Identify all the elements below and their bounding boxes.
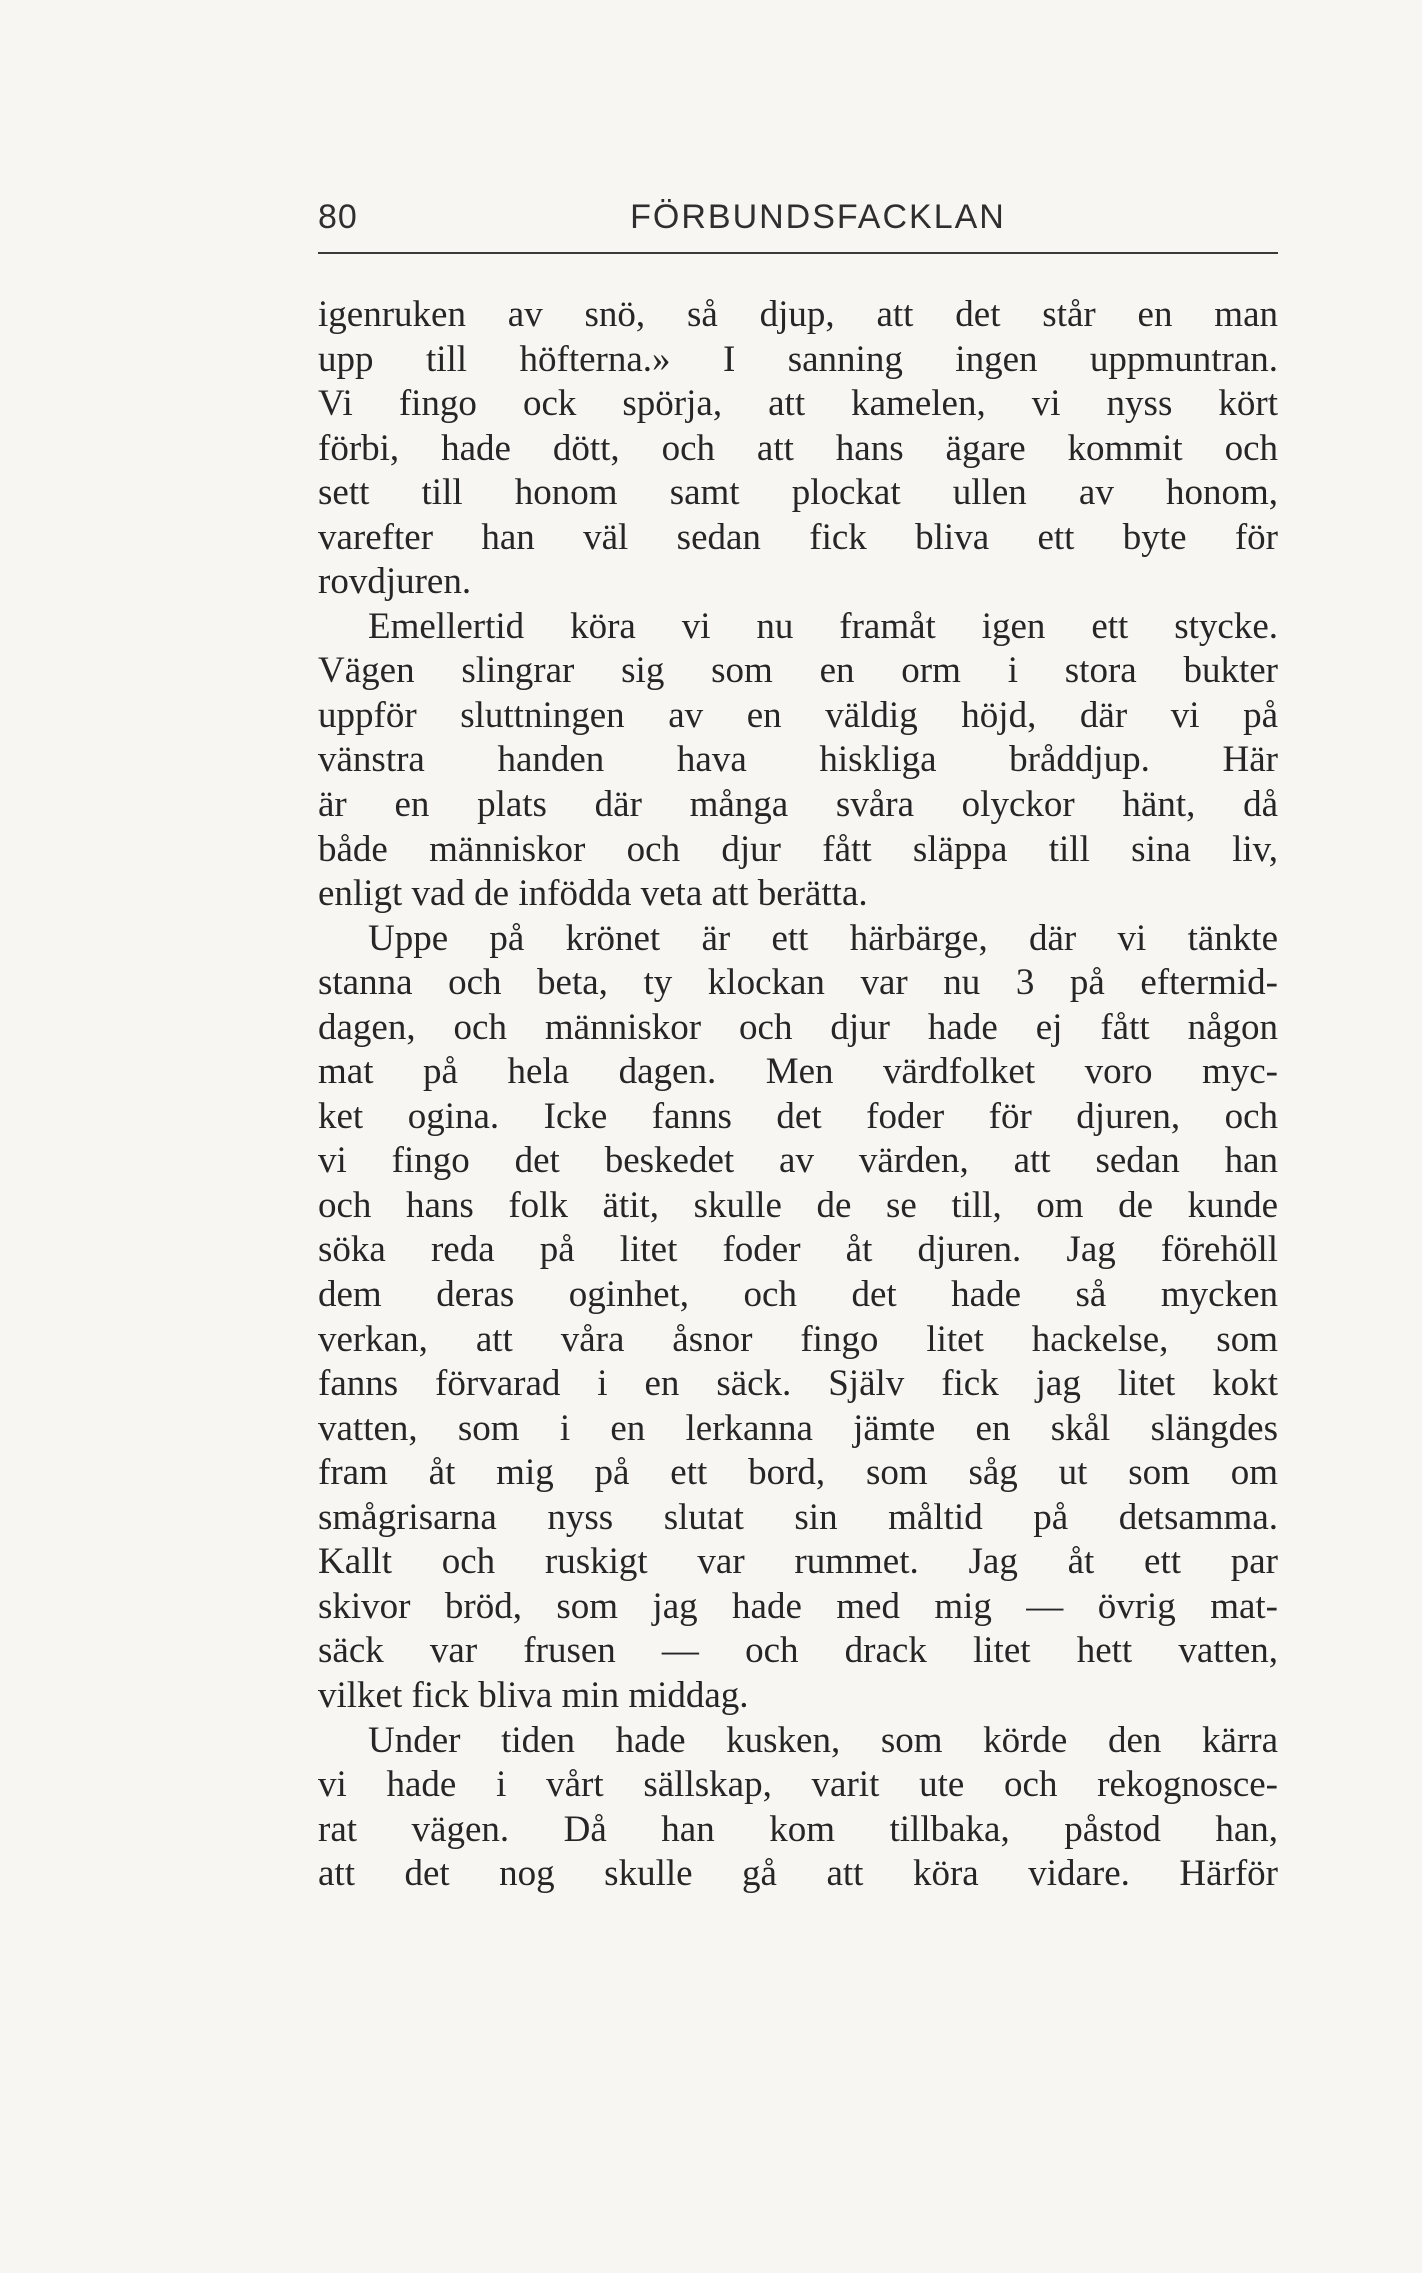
text-line: är en plats där många svåra olyckor hänt, då xyxy=(318,784,1278,826)
page-number: 80 xyxy=(318,198,358,236)
header-rule xyxy=(318,252,1278,254)
text-line: verkan, att våra åsnor fingo litet hackelse, som xyxy=(318,1318,1278,1360)
text-line: vatten, som i en lerkanna jämte en skål slängdes xyxy=(318,1407,1278,1449)
text-line: att det nog skulle gå att köra vidare. Härför xyxy=(318,1853,1278,1895)
text-line: enligt vad de infödda veta att berätta. xyxy=(318,873,868,915)
text-line: mat på hela dagen. Men värdfolket voro myc- xyxy=(318,1051,1278,1093)
text-line: fanns förvarad i en säck. Själv fick jag litet kokt xyxy=(318,1363,1278,1405)
text-line: vilket fick bliva min middag. xyxy=(318,1674,749,1716)
text-line: ket ogina. Icke fanns det foder för djuren, och xyxy=(318,1095,1278,1137)
text-line: Vägen slingrar sig som en orm i stora bukter xyxy=(318,650,1278,692)
text-line: Vi fingo ock spörja, att kamelen, vi nyss kört xyxy=(318,383,1278,425)
text-line: vi hade i vårt sällskap, varit ute och rekognosce- xyxy=(318,1764,1278,1806)
text-line: rovdjuren. xyxy=(318,561,472,603)
text-line: Uppe på krönet är ett härbärge, där vi tänkte xyxy=(368,917,1278,959)
text-line: förbi, hade dött, och att hans ägare kommit och xyxy=(318,427,1278,469)
text-line: igenruken av snö, så djup, att det står en man xyxy=(318,294,1278,335)
text-line: vi fingo det beskedet av värden, att sedan han xyxy=(318,1140,1278,1182)
text-line: rat vägen. Då han kom tillbaka, påstod han, xyxy=(318,1808,1278,1850)
running-title: FÖRBUNDSFACKLAN xyxy=(630,198,1006,236)
text-line: fram åt mig på ett bord, som såg ut som om xyxy=(318,1452,1278,1494)
text-line: och hans folk ätit, skulle de se till, om de kunde xyxy=(318,1184,1278,1226)
text-line: Kallt och ruskigt var rummet. Jag åt ett par xyxy=(318,1541,1278,1583)
text-line: stanna och beta, ty klockan var nu 3 på eftermid- xyxy=(318,962,1278,1004)
text-line: uppför sluttningen av en väldig höjd, där vi på xyxy=(318,694,1278,736)
text-line: söka reda på litet foder åt djuren. Jag förehöll xyxy=(318,1229,1278,1271)
text-line: varefter han väl sedan fick bliva ett byte för xyxy=(318,516,1278,558)
text-line: dagen, och människor och djur hade ej fått någon xyxy=(318,1006,1278,1048)
page-header xyxy=(318,198,1278,246)
text-line: sett till honom samt plockat ullen av honom, xyxy=(318,472,1278,514)
text-line: Under tiden hade kusken, som körde den kärra xyxy=(368,1719,1278,1761)
text-line: upp till höfterna.» I sanning ingen uppmuntran. xyxy=(318,338,1278,380)
text-line: smågrisarna nyss slutat sin måltid på detsamma. xyxy=(318,1496,1278,1538)
text-line: säck var frusen — och drack litet hett vatten, xyxy=(318,1630,1278,1672)
text-line: Emellertid köra vi nu framåt igen ett stycke. xyxy=(368,605,1278,647)
body-text xyxy=(318,293,1278,1897)
text-line: dem deras oginhet, och det hade så mycken xyxy=(318,1274,1278,1316)
text-line: både människor och djur fått släppa till sina liv, xyxy=(318,828,1278,870)
text-line: vänstra handen hava hiskliga bråddjup. Här xyxy=(318,739,1278,781)
text-line: skivor bröd, som jag hade med mig — övrig mat- xyxy=(318,1585,1278,1627)
